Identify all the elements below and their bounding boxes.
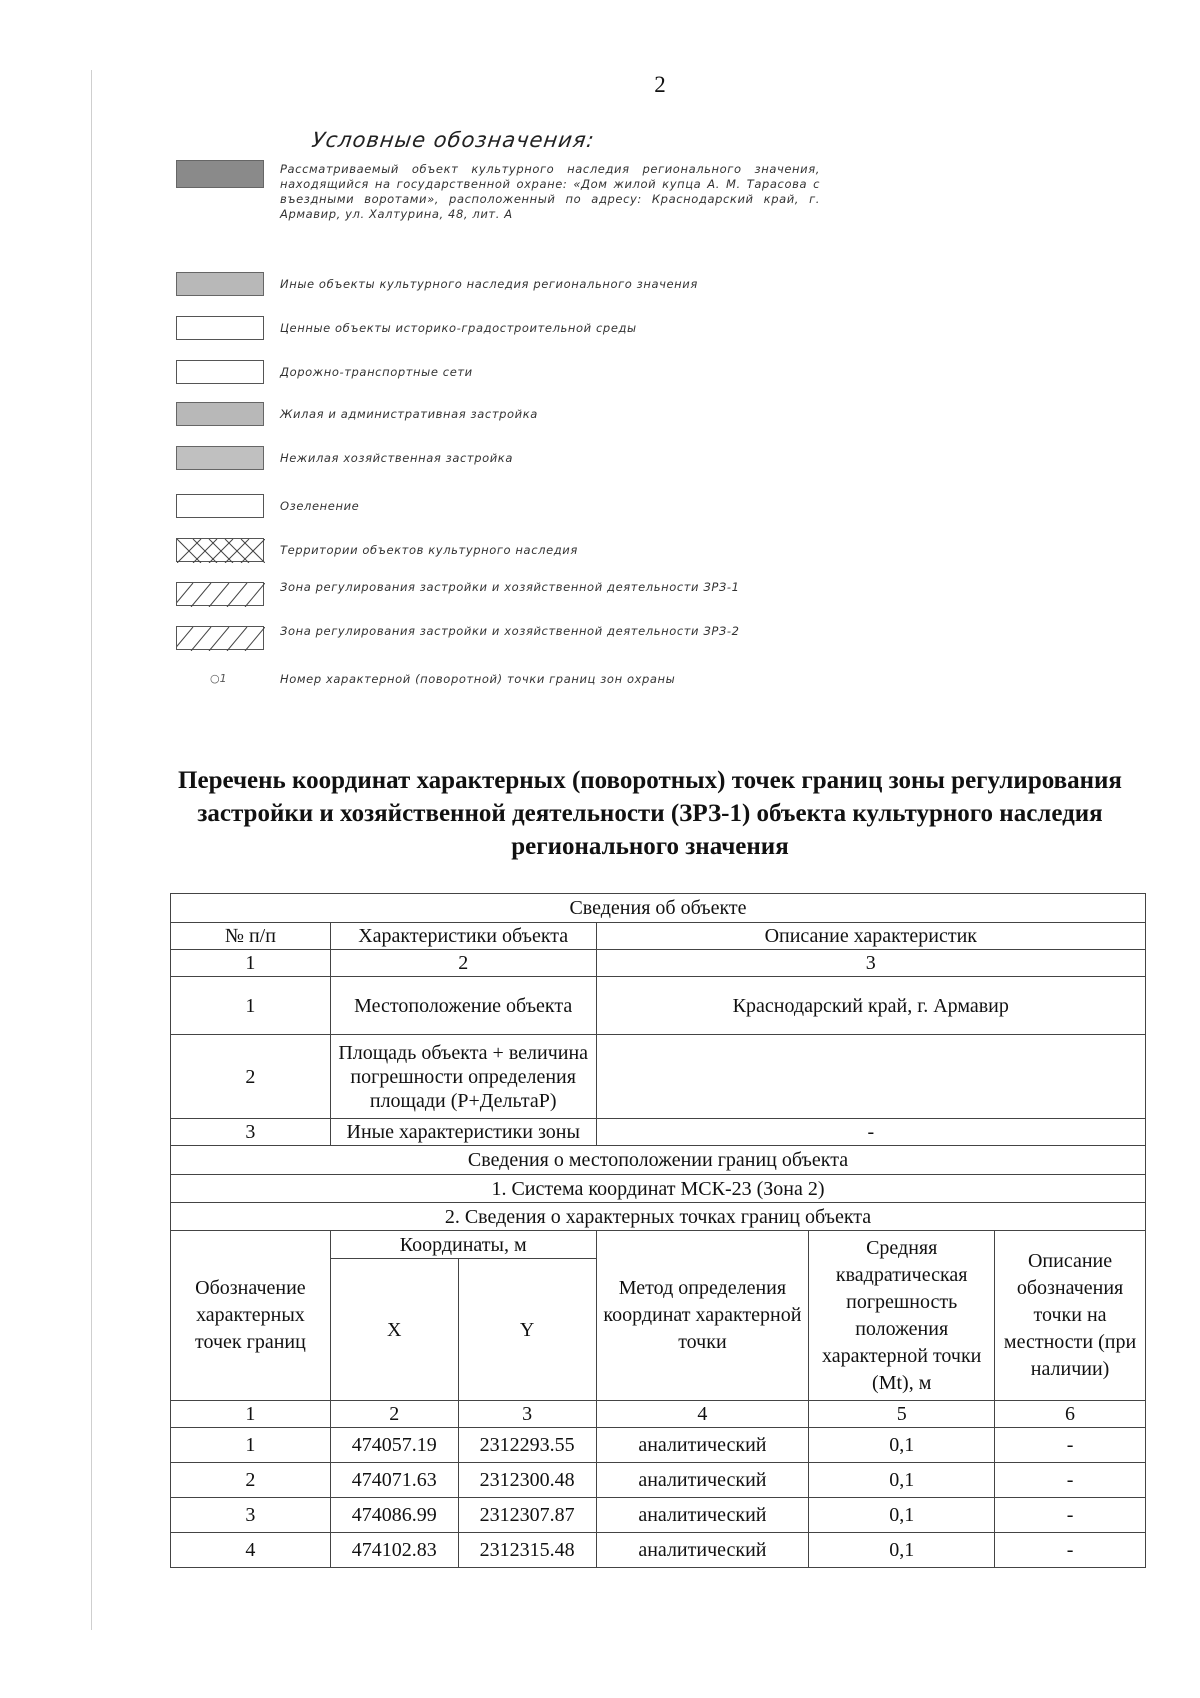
point-x: 474102.83 [330,1533,458,1568]
legend-swatch-non-residential [176,446,264,470]
legend-swatch-other-heritage [176,272,264,296]
table-row [171,1035,1146,1119]
point-number: 2 [171,1463,331,1498]
header-cell: № п/п [171,923,331,950]
row-number: 3 [171,1119,331,1146]
legend-swatch-heritage-object [176,160,264,188]
table-row [171,1119,1146,1146]
legend-swatch-greenery [176,494,264,518]
point-description: - [995,1533,1146,1568]
characteristic-name: Местоположение объекта [330,977,596,1035]
table-row [171,977,1146,1035]
legend-label: Жилая и административная застройка [280,407,538,421]
col-number: 6 [995,1401,1146,1428]
point-number: 3 [171,1498,331,1533]
point-error: 0,1 [809,1463,995,1498]
point-description: - [995,1498,1146,1533]
point-method: аналитический [596,1428,809,1463]
points-title: 2. Сведения о характерных точках границ объекта [171,1203,1146,1231]
header-cell: Описание характеристик [596,923,1145,950]
document-heading: Перечень координат характерных (поворотных) точек границ зоны регулирования застройки и хозяйственной деятельности (ЗРЗ-1) объекта культурного наследия регионального значения [178,767,1122,860]
point-number: 4 [171,1533,331,1568]
table-row [171,1498,1146,1533]
legend-label: Зона регулирования застройки и хозяйственной деятельности ЗРЗ-1 [280,580,740,594]
legend-swatch-residential [176,402,264,426]
header-method: Метод определения координат характерной точки [596,1231,809,1401]
col-number: 2 [330,950,596,977]
point-description: - [995,1463,1146,1498]
point-error: 0,1 [809,1428,995,1463]
point-y: 2312293.55 [458,1428,596,1463]
table-row [171,1428,1146,1463]
point-x: 474071.63 [330,1463,458,1498]
characteristic-value: Краснодарский край, г. Армавир [596,977,1145,1035]
header-coordinates: Координаты, м [330,1231,596,1259]
table-row [171,1463,1146,1498]
legend-label: Иные объекты культурного наследия регионального значения [280,277,698,291]
point-error: 0,1 [809,1533,995,1568]
legend-swatch-roads [176,360,264,384]
point-method: аналитический [596,1498,809,1533]
point-y: 2312315.48 [458,1533,596,1568]
col-number: 4 [596,1401,809,1428]
legend-swatch-zrz-1 [176,582,264,606]
legend-label: Дорожно-транспортные сети [280,365,473,379]
legend-swatch-zrz-2 [176,626,264,650]
col-number: 1 [171,1401,331,1428]
legend-label: Рассматриваемый объект культурного наследия регионального значения, находящийся на государственной охране: «Дом жилой купца А. М. Тарасова с въездными воротами», расположенный по адресу: Краснодарский край, г. Армавир, ул. Халтурина, 48, лит. А [280,162,820,221]
header-error: Средняя квадратическая погрешность положения характерной точки (Mt), м [809,1231,995,1401]
characteristic-value: - [596,1119,1145,1146]
characteristic-name: Площадь объекта + величина погрешности определения площади (Р+ДельтаР) [330,1035,596,1119]
characteristic-name: Иные характеристики зоны [330,1119,596,1146]
point-method: аналитический [596,1533,809,1568]
legend-label: Номер характерной (поворотной) точки границ зон охраны [280,672,676,686]
legend-label: Озеленение [280,499,360,513]
col-number: 3 [458,1401,596,1428]
header-cell: Характеристики объекта [330,923,596,950]
header-x: X [330,1259,458,1401]
col-number: 5 [809,1401,995,1428]
point-y: 2312307.87 [458,1498,596,1533]
point-x: 474057.19 [330,1428,458,1463]
coordinates-table [170,893,1146,1568]
point-y: 2312300.48 [458,1463,596,1498]
point-description: - [995,1428,1146,1463]
legend-label: Ценные объекты историко-градостроительной среды [280,321,637,335]
header-y: Y [458,1259,596,1401]
col-number: 3 [596,950,1145,977]
page-number: 2 [654,72,666,97]
legend-swatch-valuable-objects [176,316,264,340]
legend-title: Условные обозначения: [310,128,597,152]
boundary-point-marker: ○1 [210,672,227,685]
row-number: 2 [171,1035,331,1119]
legend-label: Территории объектов культурного наследия [280,543,578,557]
legend-label: Нежилая хозяйственная застройка [280,451,513,465]
point-method: аналитический [596,1463,809,1498]
table-row [171,1533,1146,1568]
legend-swatch-heritage-territory [176,538,264,562]
point-x: 474086.99 [330,1498,458,1533]
col-number: 2 [330,1401,458,1428]
characteristic-value [596,1035,1145,1119]
scan-margin-line [91,70,92,1630]
header-designation: Обозначение характерных точек границ [171,1231,331,1401]
location-title: Сведения о местоположении границ объекта [171,1146,1146,1175]
object-info-title: Сведения об объекте [171,894,1146,923]
point-error: 0,1 [809,1498,995,1533]
col-number: 1 [171,950,331,977]
row-number: 1 [171,977,331,1035]
coordinate-system: 1. Система координат МСК-23 (Зона 2) [171,1175,1146,1203]
point-number: 1 [171,1428,331,1463]
header-description: Описание обозначения точки на местности (при наличии) [995,1231,1146,1401]
legend-label: Зона регулирования застройки и хозяйственной деятельности ЗРЗ-2 [280,624,740,638]
